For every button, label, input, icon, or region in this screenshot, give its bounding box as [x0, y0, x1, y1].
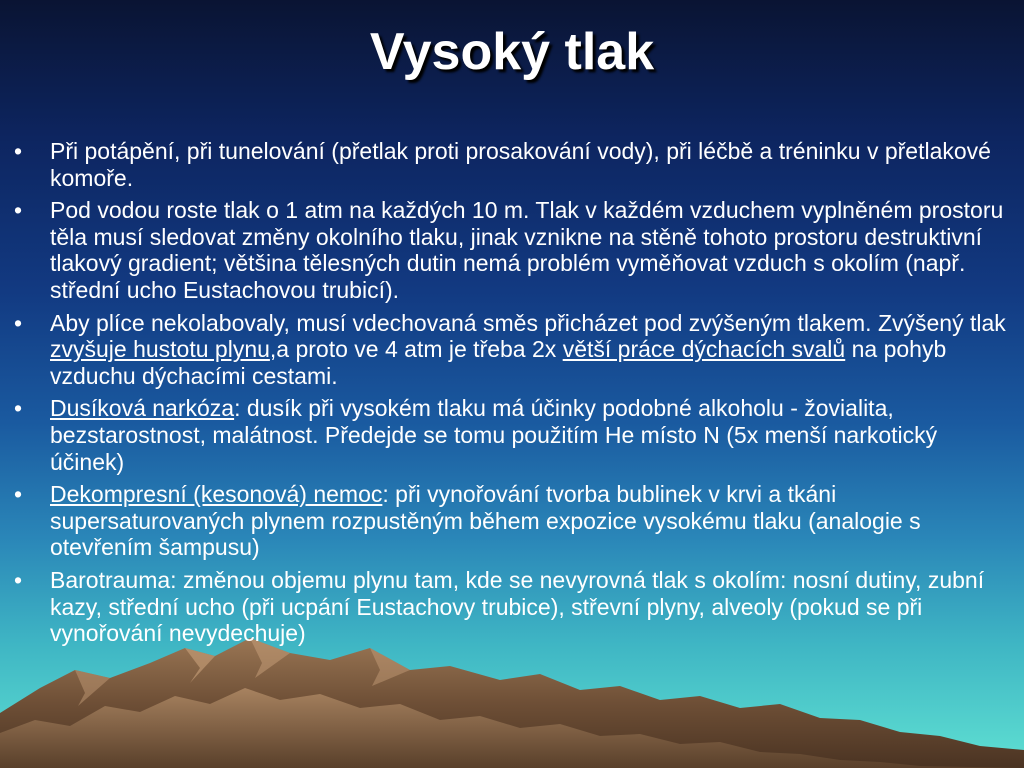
bullet-icon: • [14, 138, 23, 164]
bullet-text: Aby plíce nekolabovaly, musí vdechovaná směs přicházet pod zvýšeným tlakem. Zvýšený tlak [50, 309, 1006, 336]
bullet-text: : při vynořování tvorba bublinek v krvi a tkáni supersaturovaných plynem rozpustěným během expozice vysokému tlaku (analogie s otevřením šampusu) [50, 481, 921, 561]
bullet-icon: • [14, 197, 23, 224]
bullet-text: Pod vodou roste tlak o 1 atm na každých 10 m. Tlak v každém vzduchem vyplněném prostoru těla musí sledovat změny okolního tlaku, jinak vznikne na stěně tohoto prostoru destruktivní tlakový gradient; většina tělesných dutin nemá problém vyměňovat vzduch s okolím (např. střední ucho Eustachovou trubicí). [50, 197, 1004, 303]
bullet-text: : dusík při vysokém tlaku má účinky podobné alkoholu - žovialita, bezstarostnost, malátnost. Předejde se tomu použitím He místo N (5x menší narkotický účinek) [50, 395, 938, 475]
link-nitrogen-narcosis[interactable]: Dusíková narkóza [50, 395, 235, 422]
bullet-icon: • [14, 566, 23, 593]
bullet-icon: • [14, 309, 23, 336]
bullet-item [14, 310, 1010, 390]
bullet-item [14, 138, 1010, 191]
slide-title: Vysoký tlak [369, 23, 655, 81]
link-decompression-sickness[interactable]: Dekompresní (kesonová) nemoc [50, 481, 383, 508]
bullet-text: Při potápění, při tunelování (přetlak proti prosakování vody), při léčbě a tréninku v přetlakové komoře. [50, 138, 991, 191]
bullet-text: Barotrauma: změnou objemu plynu tam, kde se nevyrovná tlak s okolím: nosní dutiny, zubní kazy, střední ucho (při ucpání Eustachovy trubice), střevní plyny, alveoly (pokud se při vynořování nevydechuje) [50, 566, 985, 647]
bullet-icon: • [14, 481, 23, 508]
bullet-item [14, 567, 1010, 647]
bullet-icon: • [14, 395, 23, 422]
bullet-item [14, 395, 1010, 475]
bullet-item [14, 197, 1010, 303]
bullet-list [14, 138, 1010, 653]
bullet-text: na pohyb vzduchu dýchacími cestami. [50, 336, 947, 389]
bullet-item [14, 481, 1010, 561]
link-density[interactable]: zvyšuje hustotu plynu [50, 336, 270, 363]
link-breathing-work[interactable]: větší práce dýchacích svalů [562, 336, 846, 363]
bullet-text: ,a proto ve 4 atm je třeba 2x [269, 336, 563, 363]
